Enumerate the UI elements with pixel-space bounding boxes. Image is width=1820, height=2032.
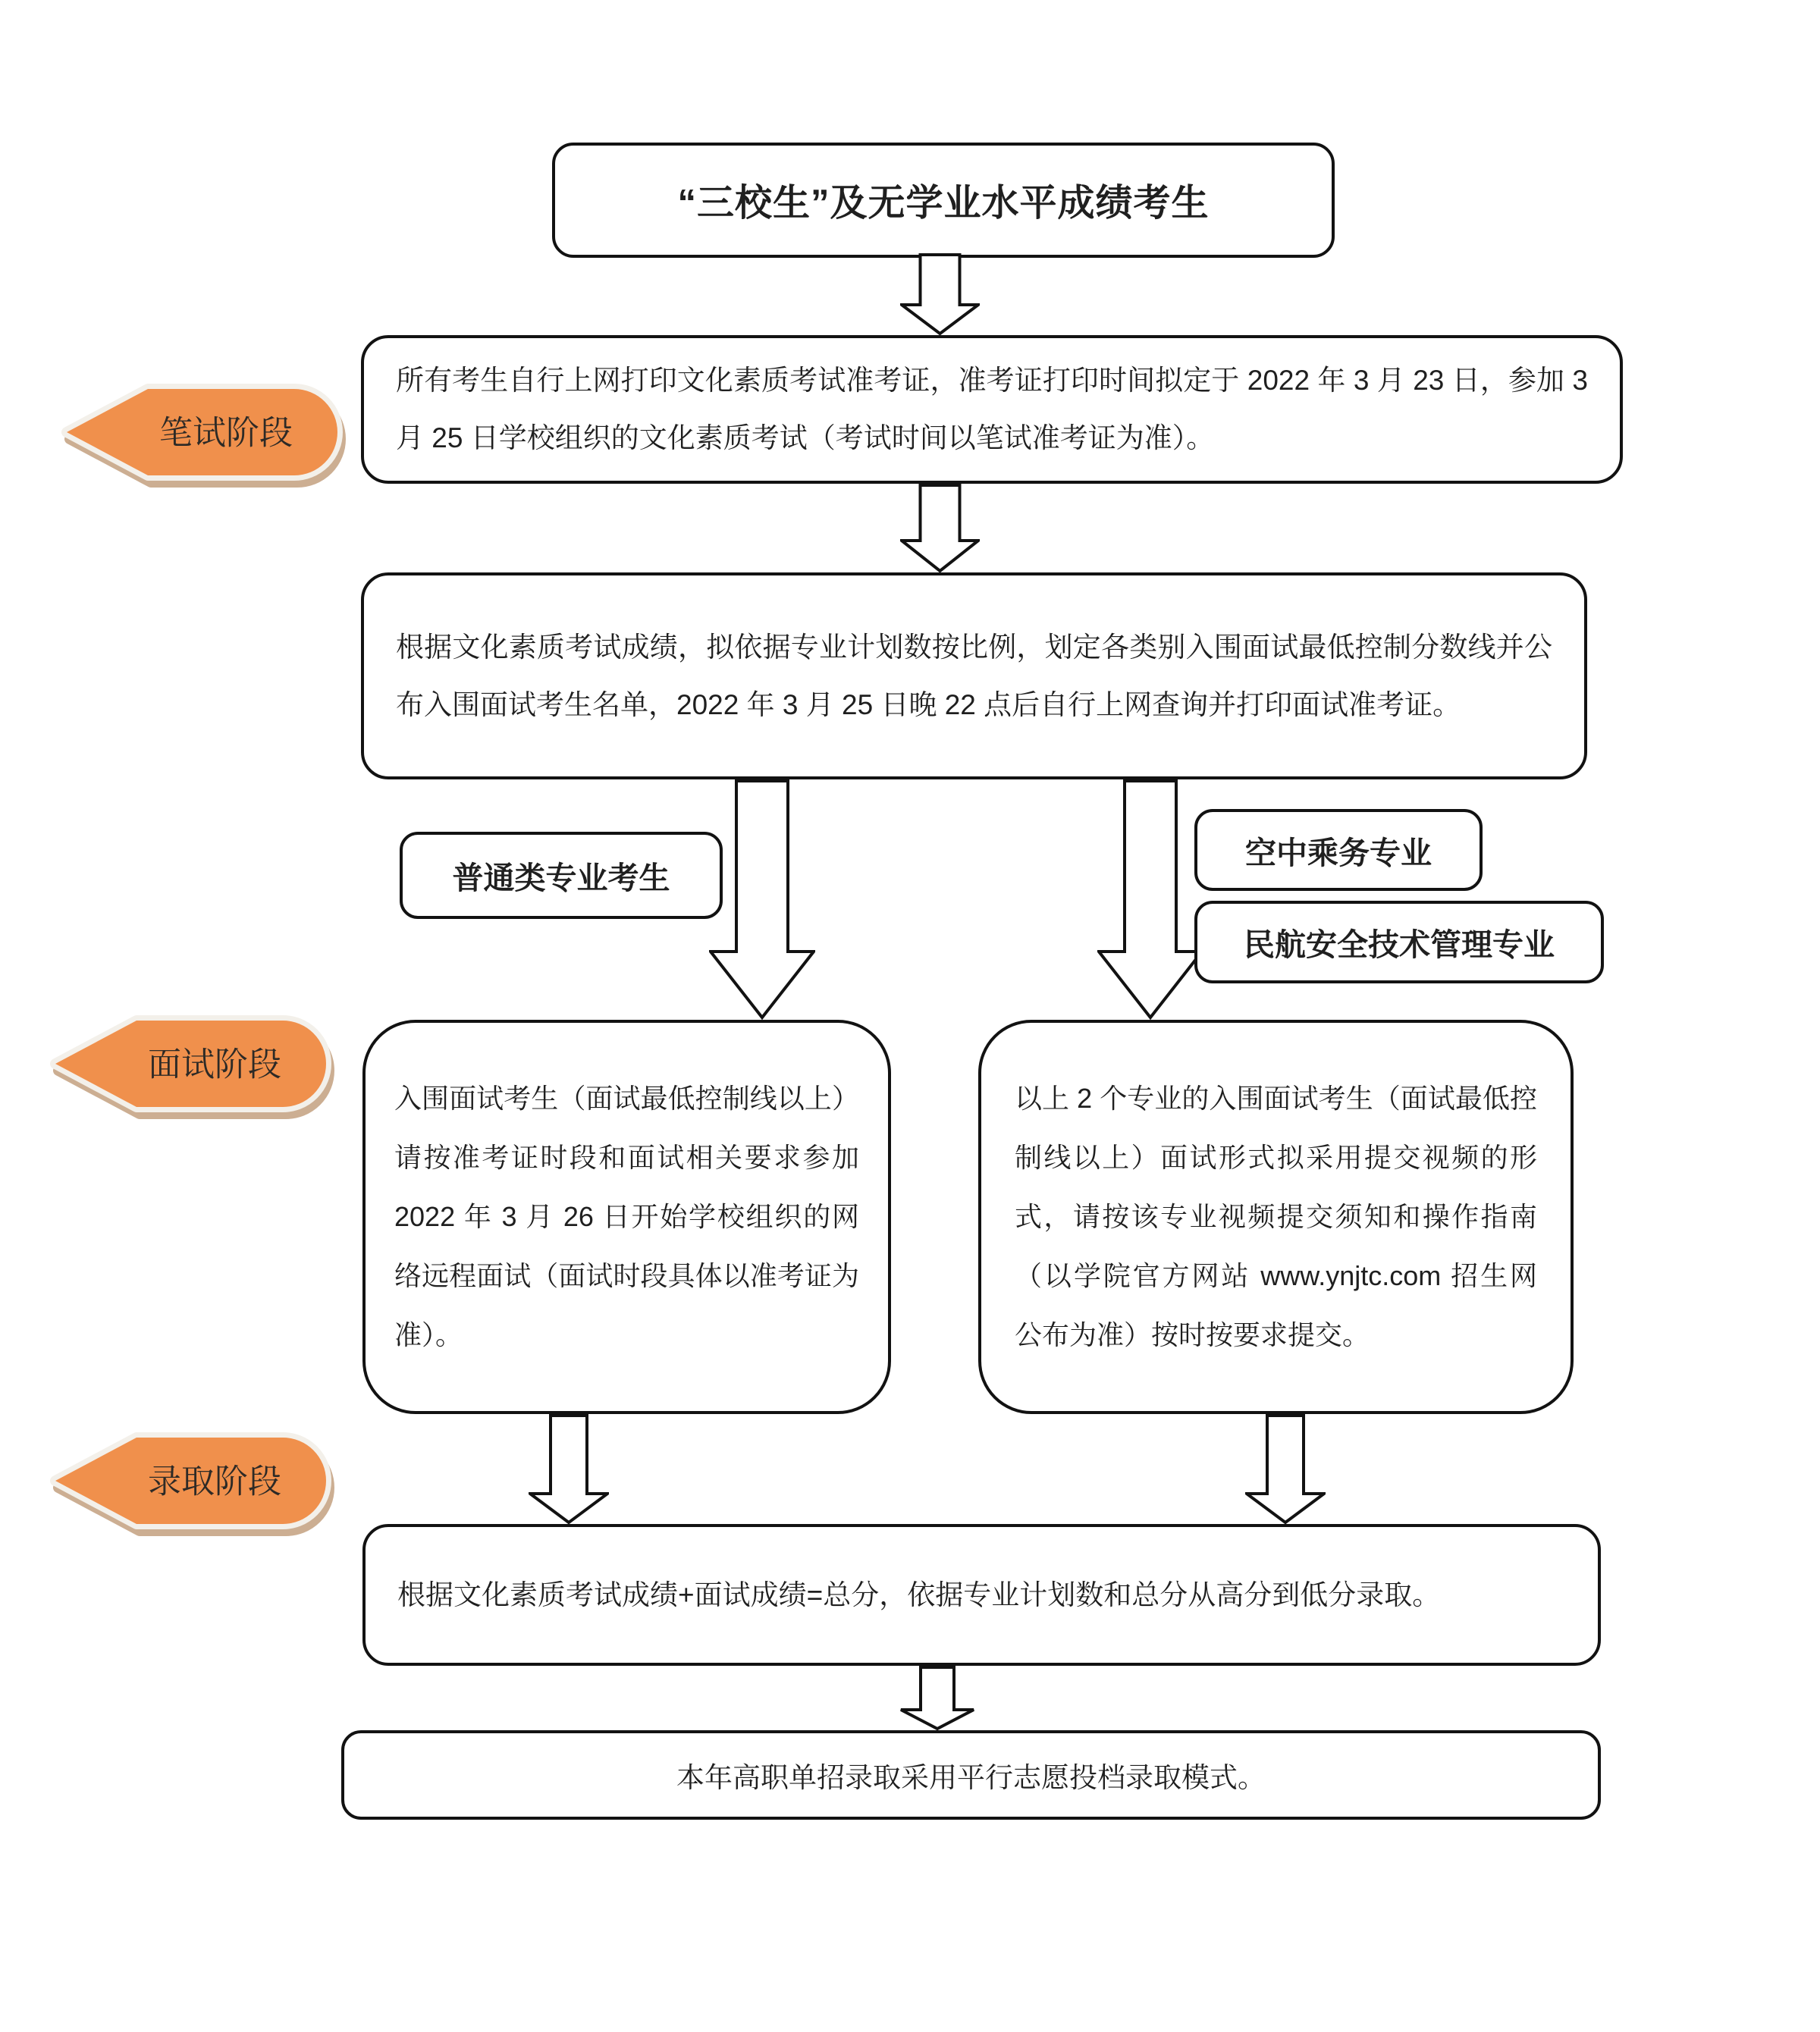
arrow-written-to-screening [900,484,980,572]
interview-video-box [978,1020,1574,1414]
arrow-admission-to-final [899,1666,975,1730]
written-exam-text: 所有考生自行上网打印文化素质考试准考证，准考证打印时间拟定于 2022 年 3 月 23 日，参加 3 月 25 日学校组织的文化素质考试（考试时间以笔试准考证为准）。 [396,365,1588,453]
interview-general-box [362,1020,891,1414]
interview-video-text: 以上 2 个专业的入围面试考生（面试最低控制线以上）面试形式拟采用提交视频的形式，请按该专业视频提交须知和操作指南（以学院官方网站 www.ynjtc.com 招生网公布为准）按时按要求提交。 [1015,1083,1537,1350]
branch-label-general-text: 普通类专业考生 [452,861,670,895]
stage-label-written: 笔试阶段 [159,414,293,452]
arrow-interview-left-to-admission [529,1414,609,1524]
screening-box [361,572,1587,779]
branch-label-cabin-crew [1194,809,1483,891]
arrow-interview-right-to-admission [1245,1414,1326,1524]
admission-scoring-box [362,1524,1601,1666]
branch-label-cabin-crew-text: 空中乘务专业 [1245,835,1432,870]
arrow-branch-right [1097,779,1203,1020]
stage-badge-admission [42,1424,345,1538]
final-mode-box [341,1730,1601,1820]
final-mode-text: 本年高职单招录取采用平行志愿投档录取模式。 [676,1762,1266,1793]
written-exam-box [361,335,1623,484]
stage-label-admission: 录取阶段 [148,1463,281,1500]
stage-badge-interview [42,1007,345,1121]
stage-label-interview: 面试阶段 [148,1046,281,1083]
branch-label-aviation-safety [1194,901,1604,983]
branch-label-aviation-safety-text: 民航安全技术管理专业 [1244,927,1555,962]
arrow-branch-left [709,779,815,1020]
flowchart-title-box [552,143,1335,258]
branch-label-general [400,832,723,919]
admission-scoring-text: 根据文化素质考试成绩+面试成绩=总分，依据专业计划数和总分从高分到低分录取。 [397,1579,1441,1610]
interview-general-text: 入围面试考生（面试最低控制线以上）请按准考证时段和面试相关要求参加 2022 年 3 月 26 日开始学校组织的网络远程面试（面试时段具体以准考证为准）。 [394,1083,859,1350]
flowchart-title: “三校生”及无学业水平成绩考生 [677,183,1210,224]
arrow-title-to-written [900,253,980,335]
stage-badge-written [53,375,356,489]
screening-text: 根据文化素质考试成绩，拟依据专业计划数按比例，划定各类别入围面试最低控制分数线并公布入围面试考生名单，2022 年 3 月 25 日晚 22 点后自行上网查询并打印面试准考证。 [396,631,1552,720]
